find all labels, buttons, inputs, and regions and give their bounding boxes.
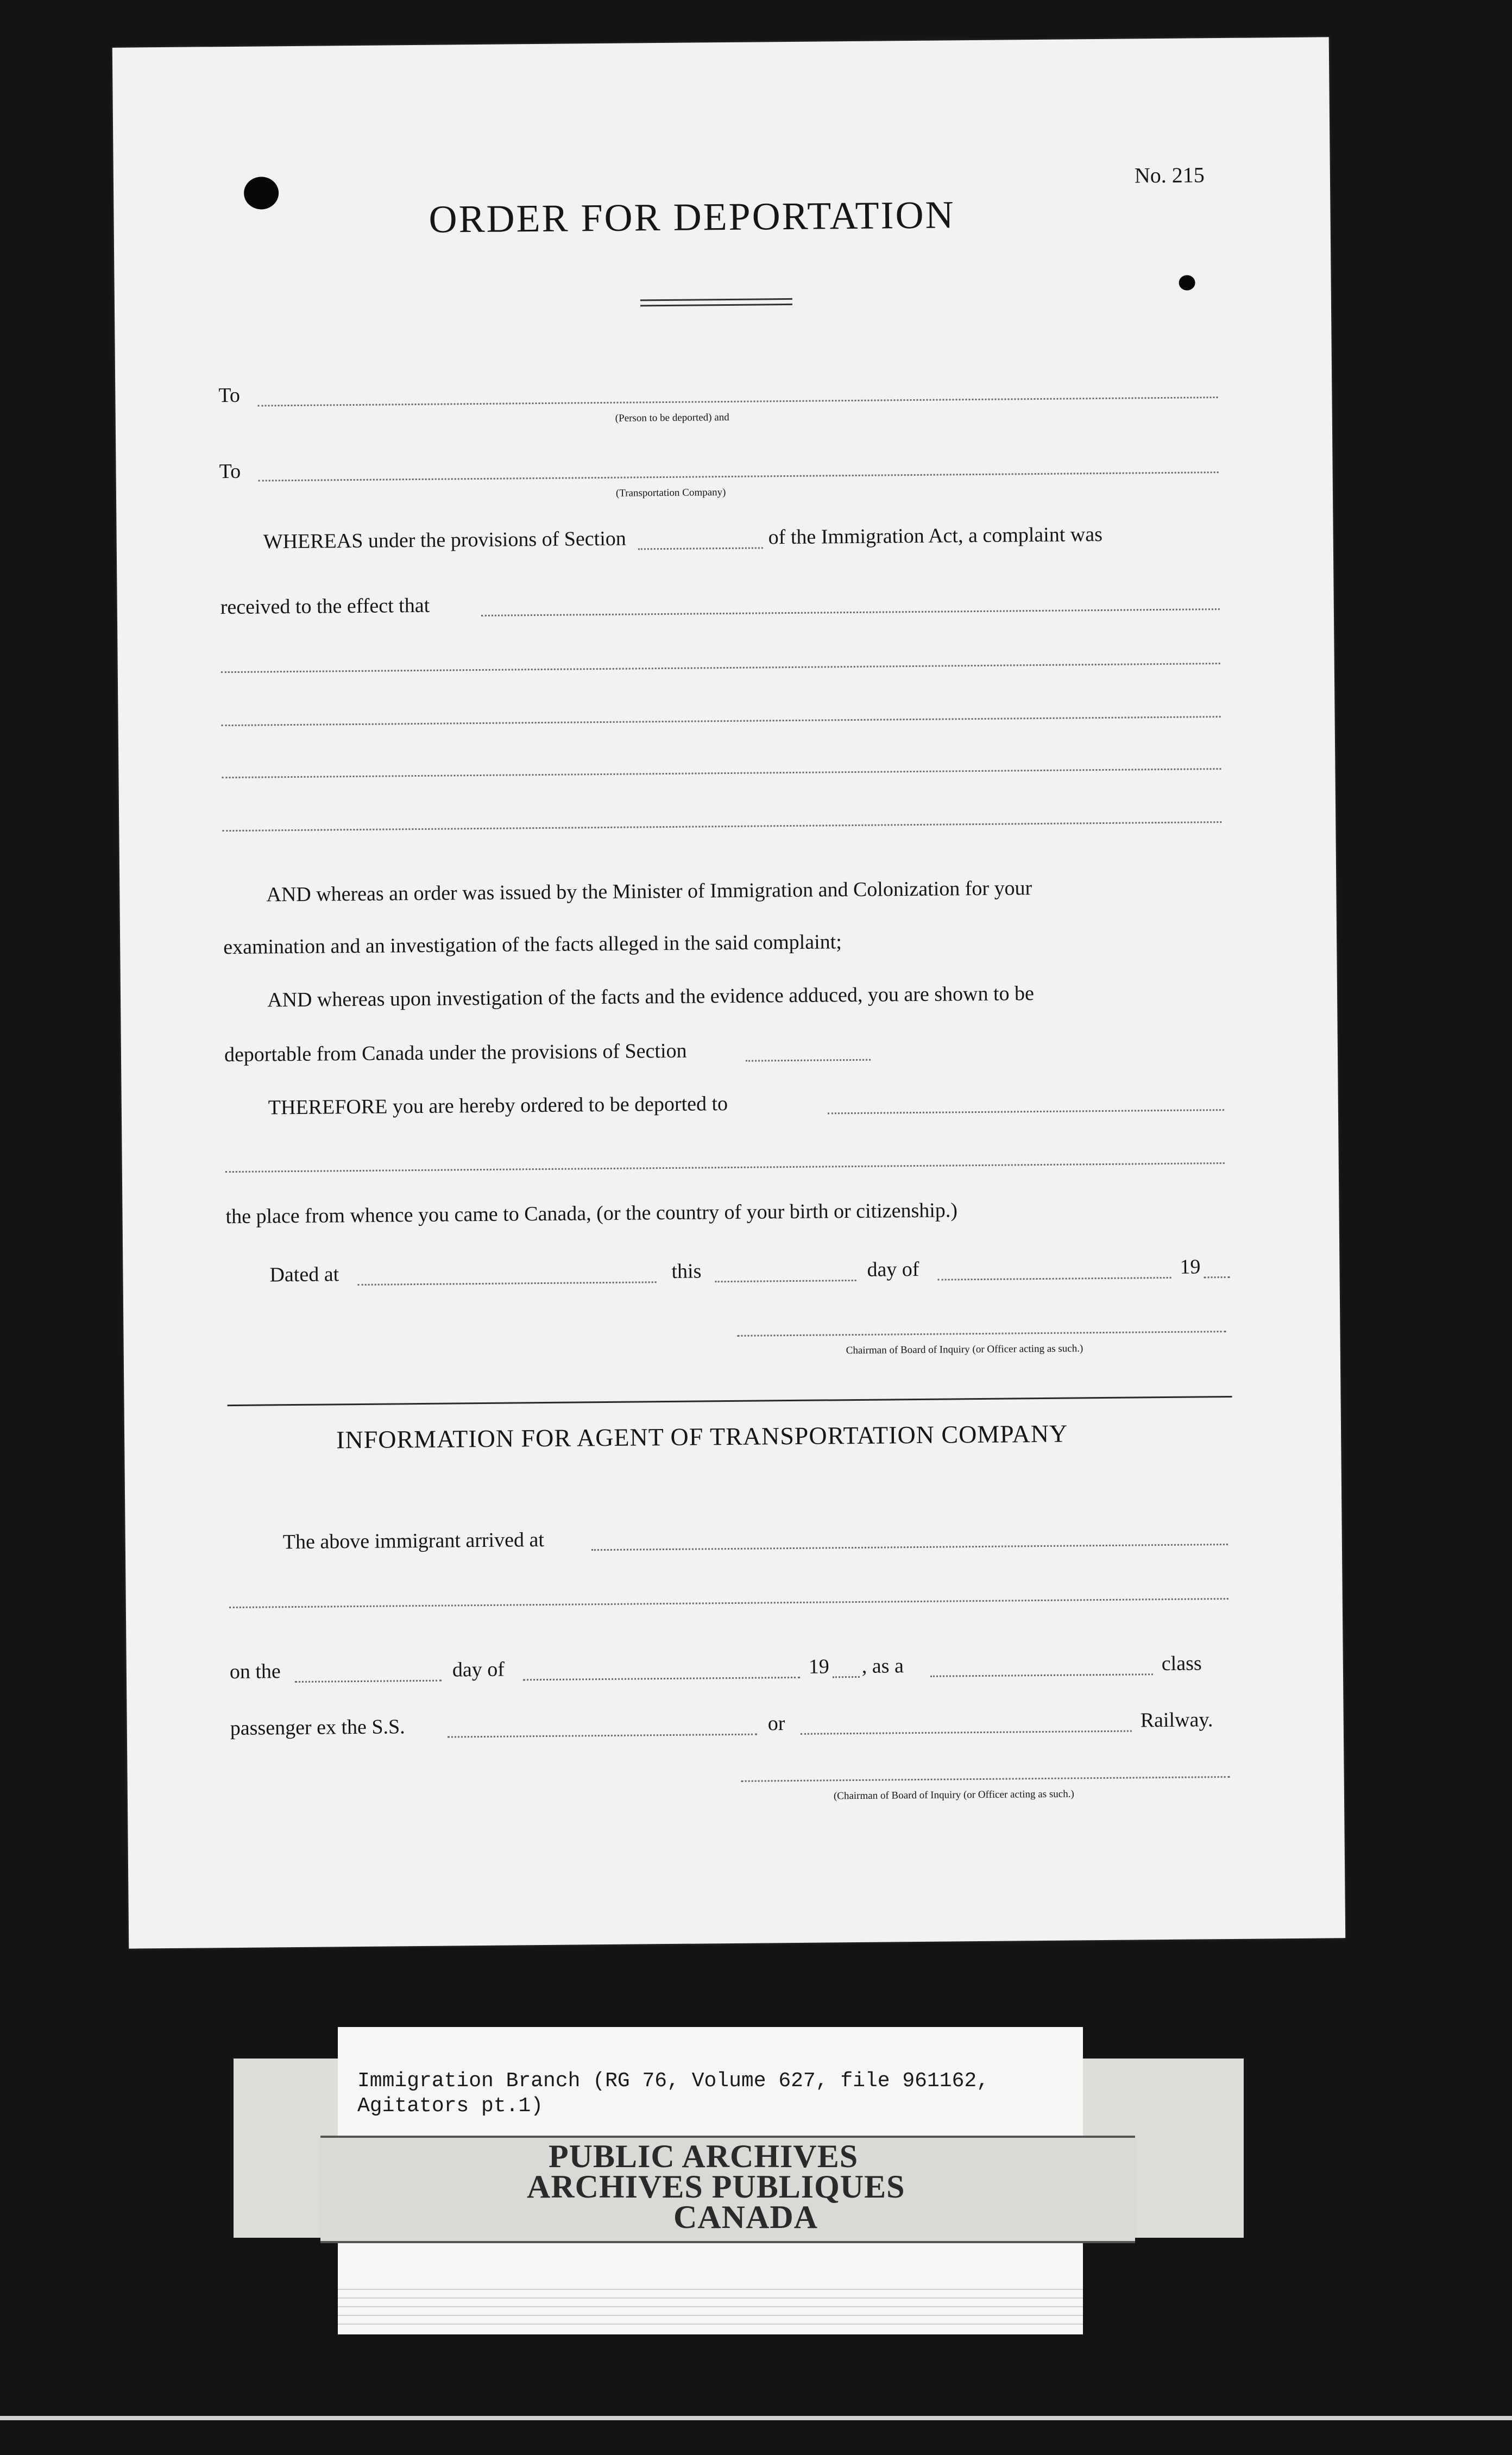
month-field[interactable] [523, 1677, 800, 1680]
year-field[interactable] [833, 1676, 860, 1678]
complaint-field[interactable] [222, 821, 1221, 832]
card-ruled-lines [338, 2281, 1083, 2330]
person-to-be-deported-field[interactable] [258, 396, 1218, 406]
to-label: To [219, 459, 241, 483]
arrived-at-field[interactable] [591, 1544, 1228, 1551]
ink-blot [1179, 275, 1195, 290]
ship-field[interactable] [448, 1734, 757, 1738]
passenger-label: passenger ex the S.S. [230, 1715, 405, 1740]
place-from-text: the place from whence you came to Canada, (or the country of your birth or citizenship.) [225, 1199, 958, 1229]
ink-blot [244, 177, 279, 210]
film-edge [0, 2416, 1512, 2420]
title-underline [640, 304, 792, 306]
section-field[interactable] [638, 547, 763, 550]
company-caption: (Transportation Company) [615, 487, 726, 499]
arrived-text: The above immigrant arrived at [282, 1528, 545, 1554]
year-field[interactable] [1204, 1276, 1230, 1278]
section-divider [228, 1396, 1232, 1406]
or-label: or [767, 1712, 785, 1735]
complaint-field[interactable] [222, 716, 1221, 726]
info-title: INFORMATION FOR AGENT OF TRANSPORTATION COMPANY [336, 1419, 1068, 1454]
arrived-at-field[interactable] [229, 1598, 1228, 1608]
day-field[interactable] [295, 1680, 442, 1683]
class-label: class [1161, 1652, 1202, 1676]
day-of-label: day of [867, 1257, 919, 1281]
class-field[interactable] [930, 1673, 1153, 1677]
dated-at-field[interactable] [358, 1281, 657, 1286]
complaint-field[interactable] [222, 768, 1221, 778]
and-whereas-text: deportable from Canada under the provisions of Section [224, 1039, 687, 1067]
form-title: ORDER FOR DEPORTATION [429, 193, 955, 241]
stamp-line-1: PUBLIC ARCHIVES [549, 2138, 859, 2174]
and-whereas-text: examination and an investigation of the facts alleged in the said complaint; [223, 930, 842, 959]
chairman-caption: (Chairman of Board of Inquiry (or Officer acting as such.) [833, 1788, 1074, 1802]
chairman-caption: Chairman of Board of Inquiry (or Officer acting as such.) [846, 1343, 1083, 1357]
whereas-text: WHEREAS under the provisions of Section [263, 527, 626, 553]
chairman-signature-field[interactable] [737, 1331, 1226, 1337]
chairman-signature-field[interactable] [741, 1776, 1230, 1782]
received-text: received to the effect that [220, 594, 430, 619]
form-number: No. 215 [1134, 162, 1205, 188]
railway-label: Railway. [1140, 1708, 1213, 1732]
to-label: To [218, 383, 241, 407]
deported-to-field[interactable] [828, 1109, 1224, 1114]
this-label: this [671, 1260, 702, 1283]
and-whereas-text: AND whereas an order was issued by the Minister of Immigration and Colonization for your [266, 877, 1032, 907]
citation-line-2: Agitators pt.1) [357, 2094, 544, 2118]
stamp-line-2: ARCHIVES PUBLIQUES [527, 2169, 905, 2205]
therefore-text: THEREFORE you are hereby ordered to be deported to [268, 1092, 728, 1119]
title-underline [640, 298, 792, 301]
complaint-field[interactable] [481, 608, 1220, 616]
stamp-line-3: CANADA [673, 2199, 818, 2235]
dated-at-label: Dated at [269, 1263, 339, 1287]
year-label: 19 [808, 1655, 830, 1678]
day-field[interactable] [715, 1280, 856, 1282]
and-whereas-text: AND whereas upon investigation of the facts and the evidence adduced, you are shown to be [267, 982, 1035, 1012]
deported-to-field[interactable] [225, 1162, 1225, 1173]
citation-line-1: Immigration Branch (RG 76, Volume 627, file 961162, [357, 2069, 989, 2093]
as-a-label: , as a [861, 1654, 904, 1678]
transportation-company-field[interactable] [259, 471, 1219, 481]
complaint-field[interactable] [221, 663, 1220, 673]
year-label: 19 [1180, 1255, 1201, 1279]
on-the-label: on the [229, 1660, 281, 1684]
person-caption: (Person to be deported) and [615, 411, 729, 424]
whereas-text: of the Immigration Act, a complaint was [768, 523, 1103, 549]
deportation-form-sheet [112, 37, 1345, 1948]
archives-stamp [320, 2136, 1135, 2243]
railway-field[interactable] [801, 1730, 1132, 1735]
month-field[interactable] [938, 1277, 1171, 1281]
section-field[interactable] [746, 1059, 871, 1062]
day-of-label: day of [452, 1658, 505, 1682]
